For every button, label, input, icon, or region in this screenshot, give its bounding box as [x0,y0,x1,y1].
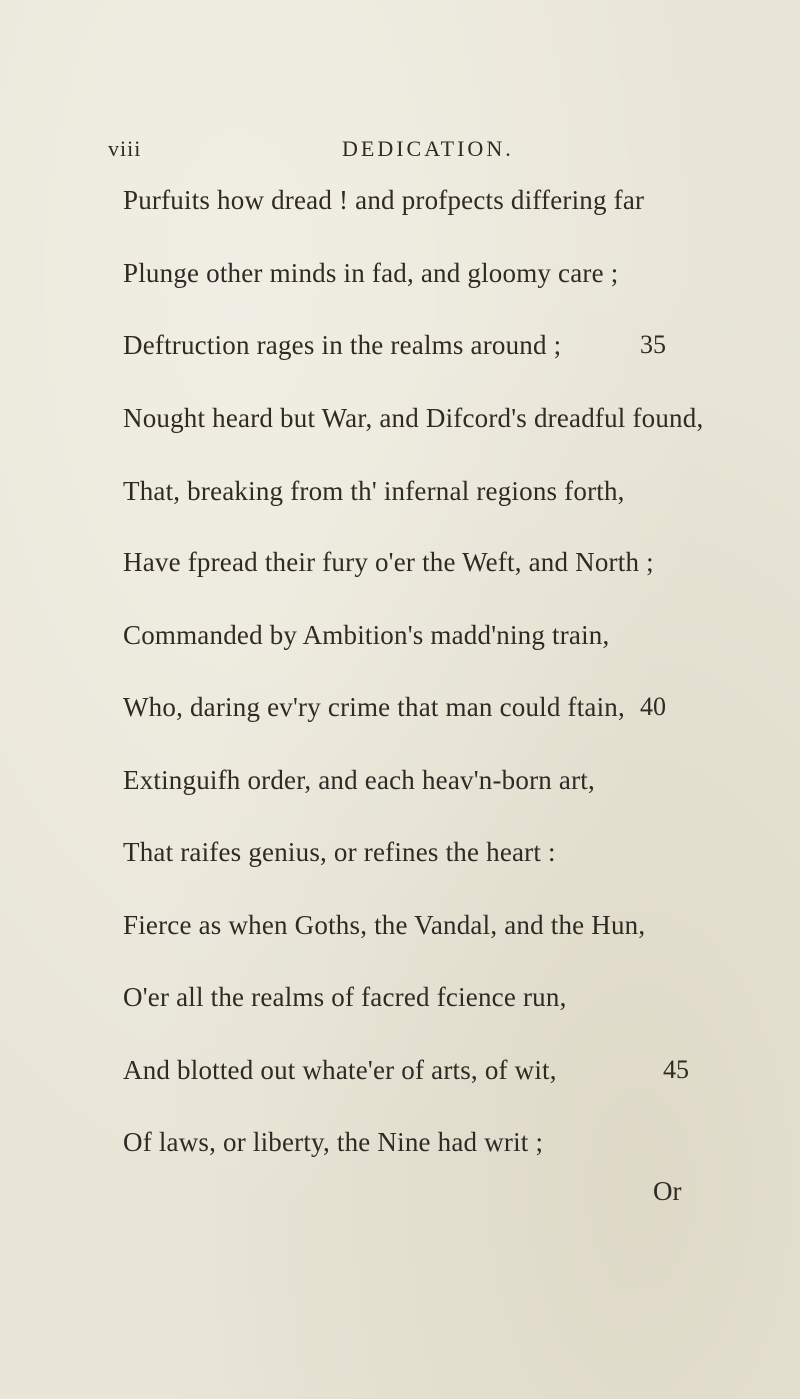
verse-line: That raifes genius, or refines the heart : [123,837,556,867]
line-number: 35 [640,330,666,359]
verse-line: And blotted out whate'er of arts, of wit, [123,1055,557,1085]
verse-line: Purfuits how dread ! and profpects differing far [123,185,645,215]
verse-line: Extinguifh order, and each heav'n-born art, [123,765,595,795]
catchword: Or [653,1176,682,1206]
line-number: 40 [640,692,666,721]
verse-line: O'er all the realms of facred fcience run, [123,982,567,1012]
verse-line: Commanded by Ambition's madd'ning train, [123,620,610,650]
verse-line: Nought heard but War, and Difcord's dreadful found, [123,403,704,433]
verse-line: That, breaking from th' infernal regions forth, [123,476,625,506]
verse-line: Deftruction rages in the realms around ; [123,330,562,360]
verse-line: Who, daring ev'ry crime that man could ftain, [123,692,625,722]
verse-line: Of laws, or liberty, the Nine had writ ; [123,1127,544,1157]
verse-line: Have fpread their fury o'er the Weft, and North ; [123,547,654,577]
page-header [0,136,800,166]
line-number: 45 [663,1055,689,1084]
verse-line: Plunge other minds in fad, and gloomy care ; [123,258,619,288]
verse-line: Fierce as when Goths, the Vandal, and the Hun, [123,910,646,940]
page-number: viii [108,136,142,161]
running-head: DEDICATION. [342,136,514,161]
